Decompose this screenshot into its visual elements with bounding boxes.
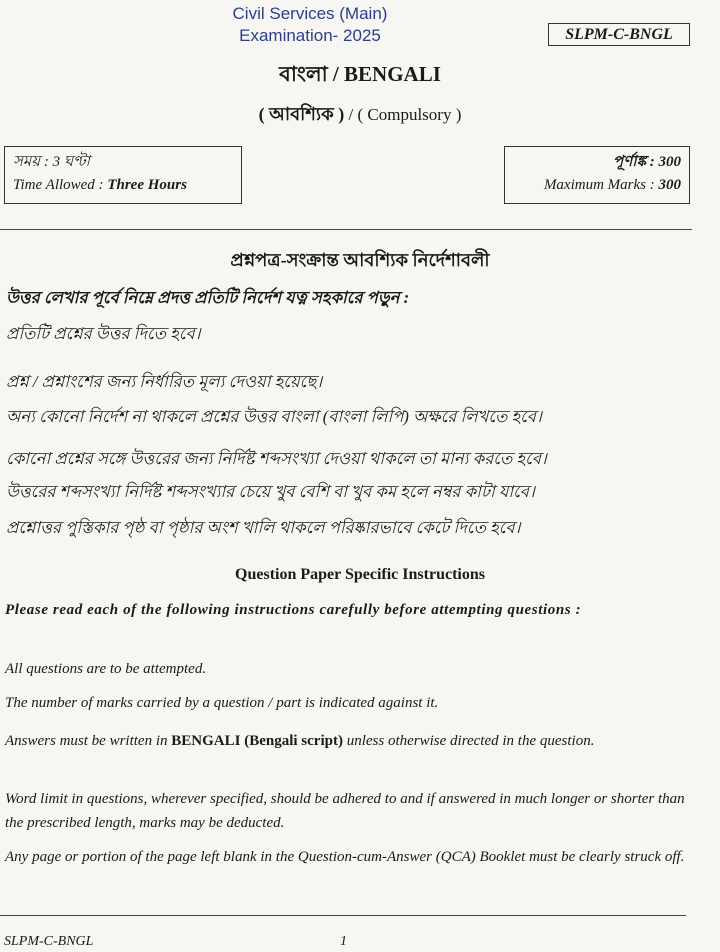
header-divider <box>0 229 692 230</box>
exam-name <box>200 3 420 47</box>
time-bengali: সময় : 3 ঘণ্টা <box>13 154 90 170</box>
bengali-instruction-2: প্রশ্ন / প্রশ্নাংশের জন্য নির্ধারিত মূল্য দেওয়া হয়েছে। <box>6 372 323 391</box>
bengali-instructions-heading: প্রশ্নপত্র-সংক্রান্ত আবশ্যিক নির্দেশাবলী <box>230 250 490 270</box>
footer-paper-code: SLPM-C-BNGL <box>4 934 94 949</box>
english-instructions-lead: Please read each of the following instructions carefully before attempting questions : <box>5 602 582 618</box>
bengali-instruction-3: অন্য কোনো নির্দেশ না থাকলে প্রশ্নের উত্তর বাংলা (বাংলা লিপি) অক্ষরে লিখতে হবে। <box>6 407 542 426</box>
footer-divider <box>0 915 686 916</box>
english-instruction-3-pre: Answers must be written in <box>5 733 172 749</box>
marks-label: Maximum Marks : <box>543 177 659 193</box>
time-label: Time Allowed : <box>13 177 108 193</box>
english-instruction-4: Word limit in questions, wherever specified, should be adhered to and if answered in much longer or shorter than the prescribed length, marks may be deducted. <box>5 791 685 831</box>
subtitle-bengali: ( আবশ্যিক ) <box>258 104 345 124</box>
bengali-instruction-5: উত্তরের শব্দসংখ্যা নির্দিষ্ট শব্দসংখ্যার চেয়ে খুব বেশি বা খুব কম হলে নম্বর কাটা যাবে। <box>6 482 535 501</box>
marks-value: 300 <box>658 177 681 193</box>
bengali-instruction-6: প্রশ্নোত্তর পুস্তিকার পৃষ্ঠ বা পৃষ্ঠার অংশ খালি থাকলে পরিষ্কারভাবে কেটে দিতে হবে। <box>6 518 521 537</box>
marks-bengali: পূর্ণাঙ্ক : 300 <box>613 154 681 170</box>
english-instruction-2: The number of marks carried by a question / part is indicated against it. <box>5 695 439 711</box>
maximum-marks-box <box>504 146 690 204</box>
time-allowed-box <box>4 146 242 204</box>
english-instruction-5: Any page or portion of the page left blank in the Question-cum-Answer (QCA) Booklet must be clearly struck off. <box>5 849 685 865</box>
exam-line-2: Examination- 2025 <box>239 26 381 45</box>
time-english <box>13 174 233 197</box>
english-instruction-3-bold: BENGALI (Bengali script) <box>171 733 343 749</box>
english-instruction-1: All questions are to be attempted. <box>5 661 207 677</box>
subtitle-english: / ( Compulsory ) <box>344 105 462 124</box>
page-number: 1 <box>340 934 347 949</box>
english-instruction-3-post: unless otherwise directed in the question. <box>342 733 595 749</box>
time-value: Three Hours <box>107 177 187 193</box>
bengali-instruction-1: প্রতিটি প্রশ্নের উত্তর দিতে হবে। <box>6 324 201 343</box>
english-instruction-3 <box>5 729 691 753</box>
bengali-instructions-lead: উত্তর লেখার পূর্বে নিম্নে প্রদত্ত প্রতিটি নির্দেশ যত্ন সহকারে পড়ুন : <box>6 288 410 307</box>
bengali-instruction-4: কোনো প্রশ্নের সঙ্গে উত্তরের জন্য নির্দিষ্ট শব্দসংখ্যা দেওয়া থাকলে তা মান্য করতে হবে। <box>6 449 547 468</box>
english-instructions-heading: Question Paper Specific Instructions <box>235 566 485 583</box>
marks-english <box>513 174 681 197</box>
exam-line-1: Civil Services (Main) <box>232 4 388 23</box>
paper-title: বাংলা / BENGALI <box>279 62 441 86</box>
paper-subtitle <box>0 100 720 131</box>
paper-code-box: SLPM-C-BNGL <box>548 23 690 46</box>
